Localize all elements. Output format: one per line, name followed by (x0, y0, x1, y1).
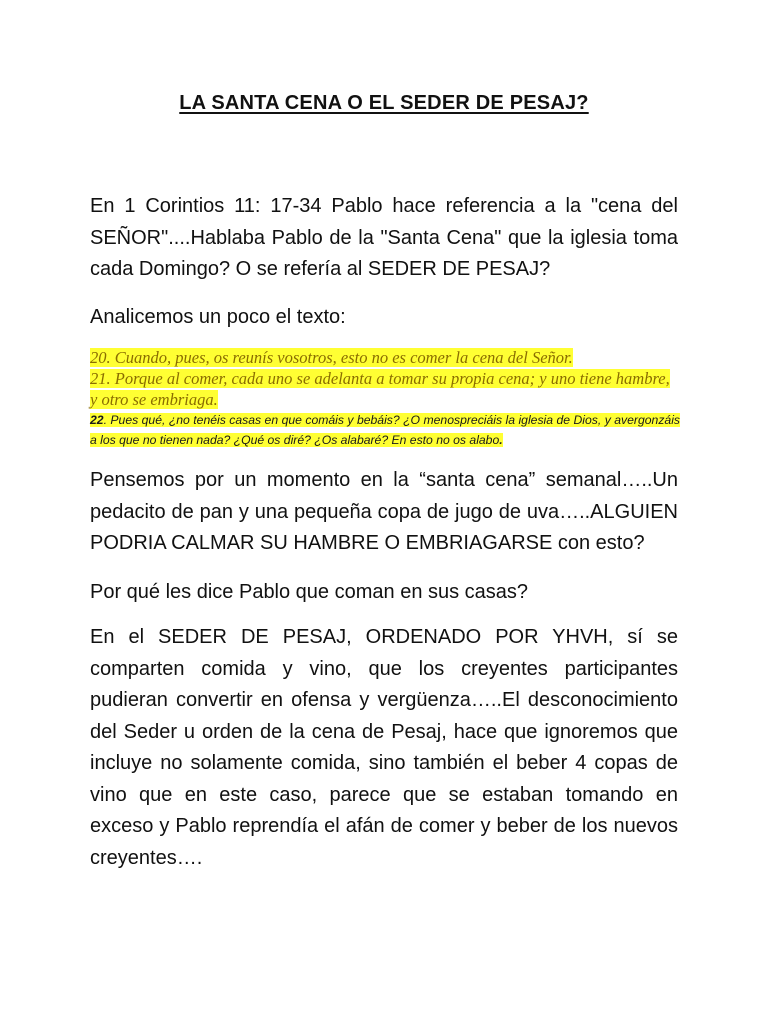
analyze-paragraph: Analicemos un poco el texto: (90, 306, 346, 328)
verse-20 (90, 347, 680, 368)
document-title (0, 92, 768, 115)
verse-22-highlight (90, 413, 680, 447)
verse-20-text: 20. Cuando, pues, os reunís vosotros, esto no es comer la cena del Señor. (90, 348, 573, 367)
verse-22 (90, 410, 680, 450)
scripture-quote (90, 347, 680, 450)
verse-22-end: . (499, 433, 503, 447)
verse-21-text: 21. Porque al comer, cada uno se adelanta a tomar su propia cena; y uno tiene hambre, y otro se embriaga. (90, 369, 670, 409)
verse-22-text: . Pues qué, ¿no tenéis casas en que comáis y bebáis? ¿O menospreciáis la iglesia de Dios, y avergonzáis a los que no tienen nada? ¿Qué os diré? ¿Os alabaré? En esto no os alabo (90, 413, 680, 447)
document-title-text: LA SANTA CENA O EL SEDER DE PESAJ? (179, 92, 589, 114)
verse-21 (90, 368, 680, 410)
porque-paragraph: Por qué les dice Pablo que coman en sus casas? (90, 581, 529, 603)
verse-22-number: 22 (90, 413, 104, 427)
seder-paragraph: En el SEDER DE PESAJ, ORDENADO POR YHVH, sí se comparten comida y vino, que los creyentes participantes pudieran convertir en ofensa y vergüenza…..El desconocimiento del Seder u orden de la cena de Pesaj, hace que ignoremos que incluye no solamente comida, sino también el beber 4 copas de vino que en este caso, parece que se estaban tomando en exceso y Pablo reprendía el afán de comer y beber de los nuevos creyentes…. (90, 626, 678, 869)
intro-paragraph: En 1 Corintios 11: 17-34 Pablo hace referencia a la "cena del SEÑOR"....Hablaba Pablo de la "Santa Cena" que la iglesia toma cada Domingo? O se refería al SEDER DE PESAJ? (90, 195, 678, 280)
pensemos-paragraph: Pensemos por un momento en la “santa cena” semanal…..Un pedacito de pan y una pequeña copa de jugo de uva…..ALGUIEN PODRIA CALMAR SU HAMBRE O EMBRIAGARSE con esto? (90, 469, 678, 554)
